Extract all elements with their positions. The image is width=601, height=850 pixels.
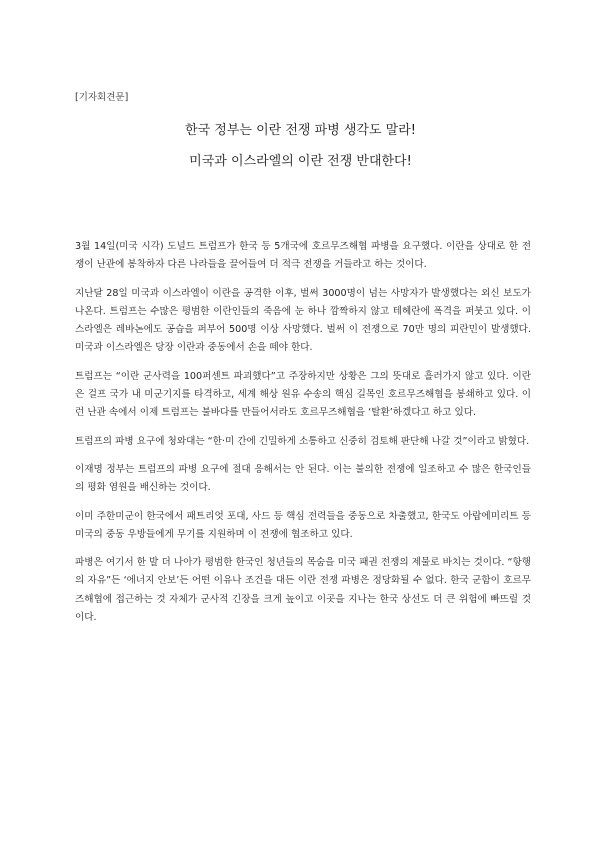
- paragraph-5: 이재명 정부는 트럼프의 파병 요구에 절대 응해서는 안 된다. 이는 불의한 전쟁에 일조하고 수 많은 한국인들의 평화 염원을 배신하는 것이다.: [75, 463, 531, 494]
- paragraph-2: 지난달 28일 미국과 이스라엘이 이란을 공격한 이후, 벌써 3000명이 넘는 사망자가 발생했다는 외신 보도가 나온다. 트럼프는 수많은 평범한 이란인들의 죽음에 눈 하나 깜짝하지 않고 테헤란에 폭격을 퍼붓고 있다. 이스라엘은 레바논에도 공습을 퍼부어 500명 이상 사망했다. 벌써 이 전쟁으로 70만 명의 피란민이 발생했다. 미국과 이스라엘은 당장 이란과 중동에서 손을 떼야 한다.: [75, 287, 531, 354]
- paragraph-1: 3월 14일(미국 시각) 도널드 트럼프가 한국 등 5개국에 호르무즈해협 파병을 요구했다. 이란을 상대로 한 전쟁이 난관에 봉착하자 다른 나라들을 끌어들여 더 적극 전쟁을 거들라고 하는 것이다.: [75, 241, 531, 271]
- paragraph-7: 파병은 여기서 한 발 더 나아가 평범한 한국인 청년들의 목숨을 미국 패권 전쟁의 제물로 바치는 것이다. “항행의 자유”든 ‘에너지 안보’든 어떤 이유나 조건을 대든 이란 전쟁 파병은 정당화될 수 없다. 한국 군함이 호르무즈해협에 접근하는 것 자체가 군사적 긴장을 크게 높이고 이곳을 지나는 한국 상선도 더 큰 위험에 빠뜨릴 것이다.: [75, 557, 531, 624]
- document-title: 한국 정부는 이란 전쟁 파병 생각도 말라!: [185, 123, 416, 138]
- document-tag: [기자회견문]: [75, 92, 129, 103]
- paragraph-4: 트럼프의 파병 요구에 청와대는 “한·미 간에 긴밀하게 소통하고 신중히 검토해 판단해 나갈 것”이라고 밝혔다.: [75, 435, 530, 447]
- paragraph-3: 트럼프는 “이란 군사력을 100퍼센트 파괴했다”고 주장하지만 상황은 그의 뜻대로 흘러가지 않고 있다. 이란은 걸프 국가 내 미군기지를 타격하고, 세계 해상 원유 수송의 핵심 길목인 호르무즈해협을 봉쇄하고 있다. 이런 난관 속에서 이제 트럼프는 불바다를 만들어서라도 호르무즈해협을 ‘탈환’하겠다고 하고 있다.: [75, 370, 531, 419]
- paragraph-6: 이미 주한미군이 한국에서 패트리엇 포대, 사드 등 핵심 전력들을 중동으로 차출했고, 한국도 아랍에미리트 등 미국의 중동 우방들에게 무기를 지원하며 이 전쟁에 협조하고 있다.: [75, 510, 531, 540]
- document-body: [75, 238, 531, 637]
- document-subtitle: 미국과 이스라엘의 이란 전쟁 반대한다!: [189, 154, 412, 169]
